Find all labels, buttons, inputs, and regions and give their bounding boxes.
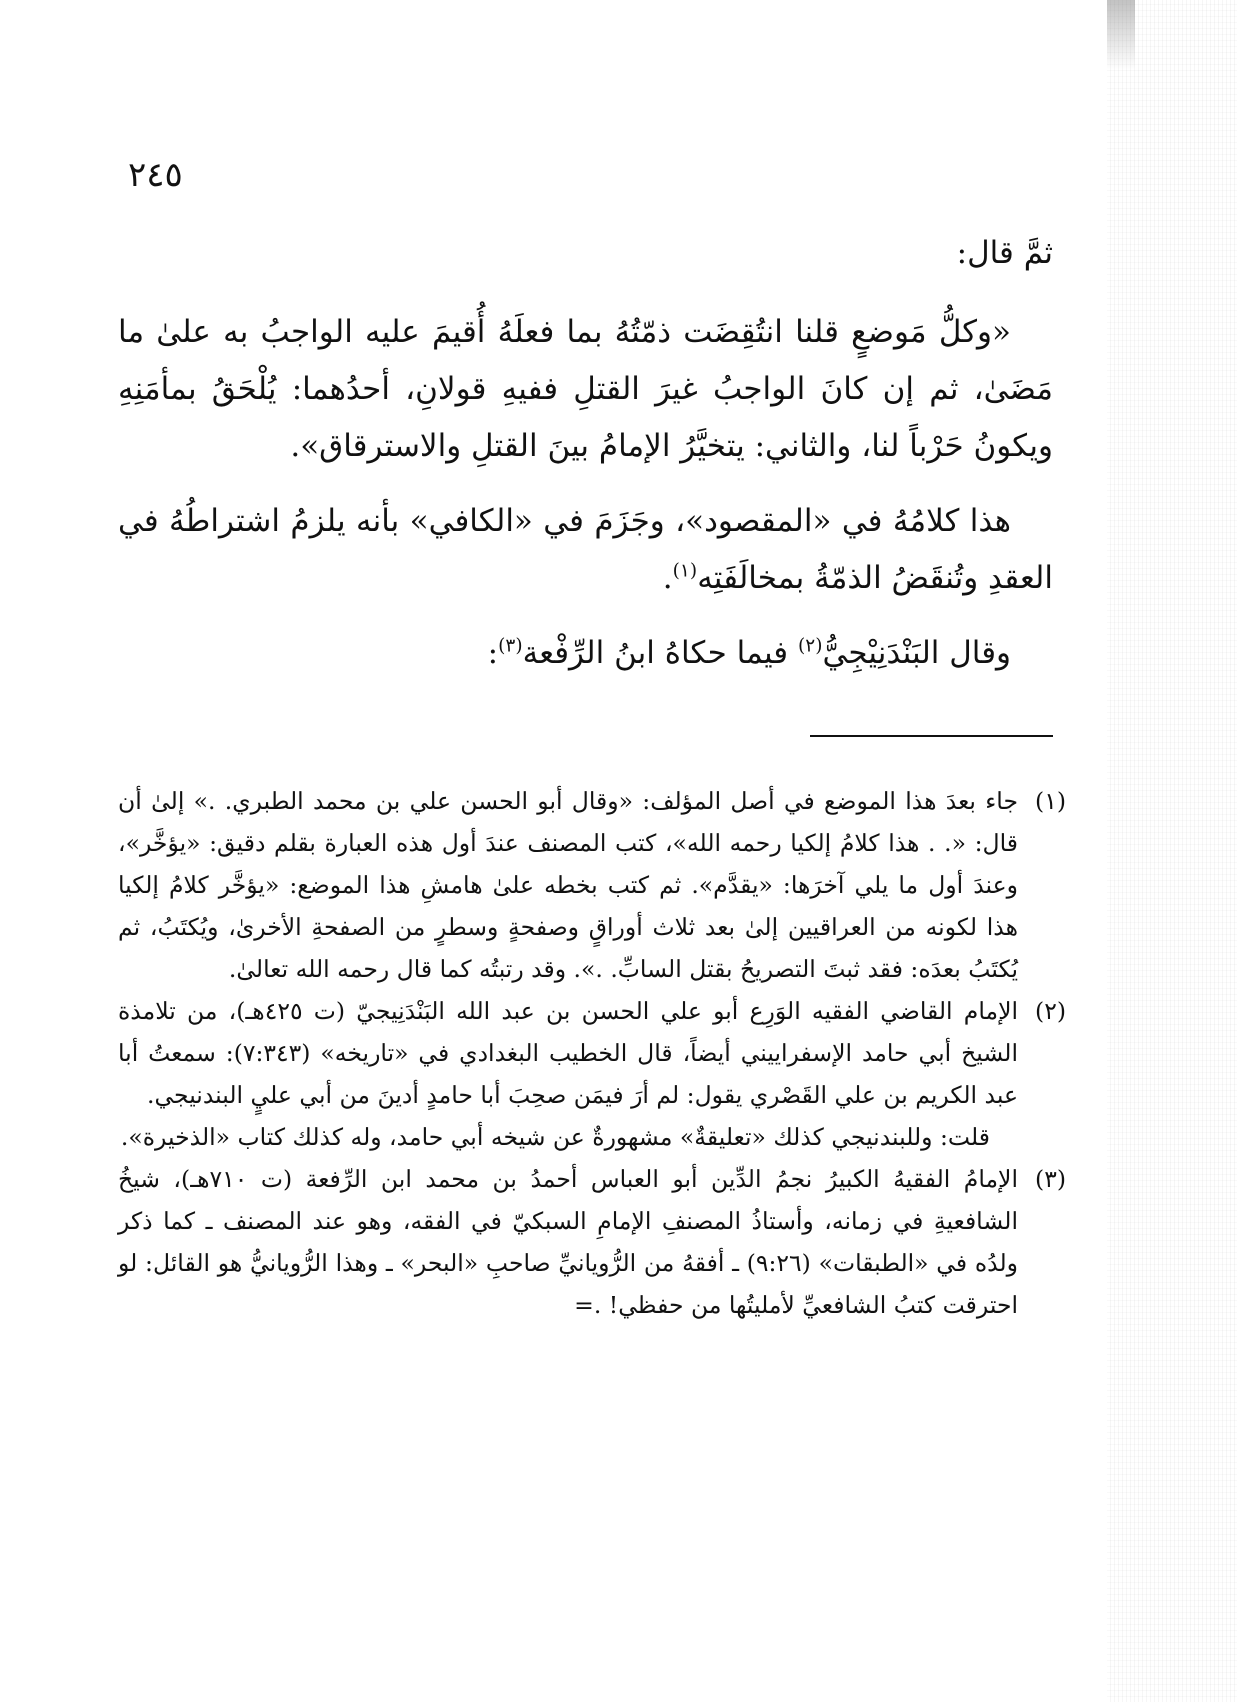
paragraph-3-part-a: وقال البَنْدَنِيْجِيُّ [822,635,1011,671]
paragraph-3 [118,625,1053,682]
footnote-text: جاء بعدَ هذا الموضع في أصل المؤلف: «وقال أبو الحسن علي بن محمد الطبري. .» إلىٰ أن قال: «. . هذا كلامُ إلكيا رحمه الله»، كتب المصنف عندَ أول هذه العبارة بقلم دقيق: «يؤخَّر»، وعندَ أول ما يلي آخرَها: «يقدَّم». ثم كتب بخطه علىٰ هامشِ هذا الموضع: «يؤخَّر كلامُ إلكيا هذا لكونه من العراقيين إلىٰ بعد ثلاث أوراقٍ وصفحةٍ وسطرٍ من الصفحةِ الأخرىٰ، ويُكتَبُ، ثم يُكتَبُ بعدَه: فقد ثبتَ التصريحُ بقتل السابِّ. .». وقد رتبتُه كما قال رحمه الله تعالىٰ. [118,787,1018,983]
footnote-subparagraph: قلت: وللبندنيجي كذلك «تعليقةٌ» مشهورةٌ عن شيخه أبي حامد، وله كذلك كتاب «الذخيرة». [120,1123,990,1151]
footnote-separator [810,735,1053,737]
footnote-ref-2: (٢) [797,635,823,657]
footnote-1 [118,780,1066,990]
paragraph-3-part-b: فيما حكاهُ ابنُ الرِّفْعة [522,635,798,671]
quote-paragraph: «وكلُّ مَوضعٍ قلنا انتُقِضَت ذمّتُهُ بما فعلَهُ أُقيمَ عليه الواجبُ به علىٰ ما مَضَىٰ، ثم إن كانَ الواجبُ غيرَ القتلِ ففيهِ قولانِ، أحدُهما: يُلْحَقُ بمأمَنِهِ ويكونُ حَرْباً لنا، والثاني: يتخيَّرُ الإمامُ بينَ القتلِ والاسترقاق». [118,314,1053,464]
footnotes [118,780,1066,1326]
footnote-3 [118,1158,1066,1326]
footnote-2 [118,990,1066,1158]
footnote-body [118,1158,1018,1326]
paragraph-2-end: . [662,560,673,596]
footnote-number: (٢) [1035,997,1066,1025]
intro-line: ثمَّ قال: [956,235,1053,271]
footnote-ref-1: (١) [672,560,698,582]
scan-shadow [1107,0,1135,70]
footnote-body [118,780,1018,990]
paragraph-2 [118,493,1053,607]
main-text [118,225,1053,682]
footnote-ref-3: (٣) [498,635,523,657]
scanned-page-edge [1107,0,1237,1702]
page-number: ٢٤٥ [128,155,183,195]
footnote-body [118,990,1018,1158]
footnote-text: الإمامُ الفقيهُ الكبيرُ نجمُ الدِّين أبو العباس أحمدُ بن محمد ابن الرِّفعة (ت ٧١٠هـ)، شيخُ الشافعيةِ في زمانه، وأستاذُ المصنفِ الإمامِ السبكيّ في الفقه، وهو عند المصنف ـ كما ذكر ولدُه في «الطبقات» (٩:٢٦) ـ أفقهُ من الرُّويانيِّ صاحبِ «البحر» ـ وهذا الرُّويانيُّ هو القائل: لو احترقت كتبُ الشافعيِّ لأمليتُها من حفظي! .= [118,1165,1018,1319]
footnote-text: الإمام القاضي الفقيه الوَرِع أبو علي الحسن بن عبد الله البَنْدَنِيجيّ (ت ٤٢٥هـ)، من تلامذة الشيخ أبي حامد الإسفراييني أيضاً، قال الخطيب البغدادي في «تاريخه» (٧:٣٤٣): سمعتُ أبا عبد الكريم بن علي القَصْري يقول: لم أرَ فيمَن صحِبَ أبا حامدٍ أدينَ من أبي عليٍ البندنيجي. [118,997,1018,1109]
paragraph-3-end: : [487,635,499,671]
footnote-number: (٣) [1035,1165,1066,1193]
paragraph-2-text: هذا كلامُهُ في «المقصود»، وجَزَمَ في «الكافي» بأنه يلزمُ اشتراطُهُ في العقدِ وتُنقَضُ الذمّةُ بمخالَفَتِه [118,503,1053,596]
footnote-number: (١) [1035,787,1066,815]
